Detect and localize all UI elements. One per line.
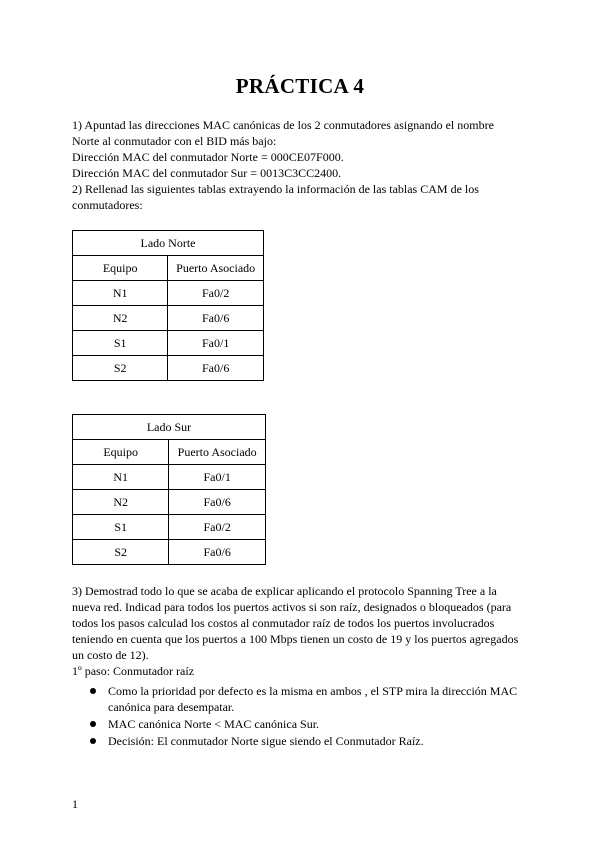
table-row — [73, 540, 266, 565]
list-item-text: Como la prioridad por defecto es la misma en ambos , el STP mira la dirección MAC canónica para desempatar. — [108, 684, 518, 714]
column-header-equipo: Equipo — [73, 256, 168, 281]
question-3 — [72, 583, 526, 663]
table-title: Lado Norte — [73, 231, 264, 256]
table-row — [73, 306, 264, 331]
list-item — [88, 716, 528, 732]
cell-equipo: S2 — [73, 356, 168, 381]
page-title: PRÁCTICA 4 — [235, 74, 365, 98]
mac-norte: Dirección MAC del conmutador Norte = 000CE07F000. — [72, 150, 344, 164]
table-row — [73, 331, 264, 356]
cell-puerto: Fa0/6 — [169, 540, 266, 565]
bullet-icon — [90, 688, 96, 694]
table-row — [73, 281, 264, 306]
column-header-puerto: Puerto Asociado — [168, 256, 264, 281]
q1-line-2: Norte al conmutador con el BID más bajo: — [72, 134, 277, 148]
q1-line-1: 1) Apuntad las direcciones MAC canónicas de los 2 conmutadores asignando el nombre — [72, 118, 494, 132]
cell-equipo: N2 — [73, 306, 168, 331]
table-row — [73, 356, 264, 381]
q2-line-1: 2) Rellenad las siguientes tablas extrayendo la información de las tablas CAM de los — [72, 182, 479, 196]
column-header-equipo: Equipo — [73, 440, 169, 465]
q3-line: un costo de 12). — [72, 648, 149, 662]
list-item-text: MAC canónica Norte < MAC canónica Sur. — [108, 717, 320, 731]
cell-equipo: S1 — [73, 515, 169, 540]
bullet-icon — [90, 738, 96, 744]
bullet-list — [88, 683, 528, 750]
cell-equipo: N2 — [73, 490, 169, 515]
cell-equipo: S1 — [73, 331, 168, 356]
cell-puerto: Fa0/6 — [169, 490, 266, 515]
q3-line: 3) Demostrad todo lo que se acaba de explicar aplicando el protocolo Spanning Tree a la — [72, 584, 497, 598]
cell-puerto: Fa0/2 — [169, 515, 266, 540]
q3-line: todos los pasos calculad los costos al conmutador raíz de todos los puertos involucrados — [72, 616, 495, 630]
cell-puerto: Fa0/6 — [168, 356, 264, 381]
bullet-icon — [90, 721, 96, 727]
list-item-text: Decisión: El conmutador Norte sigue siendo el Conmutador Raíz. — [108, 734, 424, 748]
question-1 — [72, 117, 526, 213]
cell-equipo: S2 — [73, 540, 169, 565]
cell-equipo: N1 — [73, 281, 168, 306]
mac-sur: Dirección MAC del conmutador Sur = 0013C3CC2400. — [72, 166, 342, 180]
q3-line: teniendo en cuenta que los puertos a 100 Mbps tienen un costo de 19 y los puertos agregados — [72, 632, 519, 646]
list-item — [88, 683, 528, 715]
cell-puerto: Fa0/2 — [168, 281, 264, 306]
table-row — [73, 490, 266, 515]
page-number: 1 — [72, 797, 78, 811]
table-lado-norte — [72, 230, 264, 381]
cell-puerto: Fa0/1 — [168, 331, 264, 356]
cell-equipo: N1 — [73, 465, 169, 490]
table-lado-sur — [72, 414, 266, 565]
table-title: Lado Sur — [73, 415, 266, 440]
cell-puerto: Fa0/1 — [169, 465, 266, 490]
cell-puerto: Fa0/6 — [168, 306, 264, 331]
q3-line: nueva red. Indicad para todos los puertos activos si son raíz, designados o bloqueados (para — [72, 600, 512, 614]
q2-line-2: conmutadores: — [72, 198, 143, 212]
step-1-heading: 1º paso: Conmutador raíz — [72, 664, 195, 678]
table-row — [73, 515, 266, 540]
list-item — [88, 733, 528, 749]
table-row — [73, 465, 266, 490]
column-header-puerto: Puerto Asociado — [169, 440, 266, 465]
